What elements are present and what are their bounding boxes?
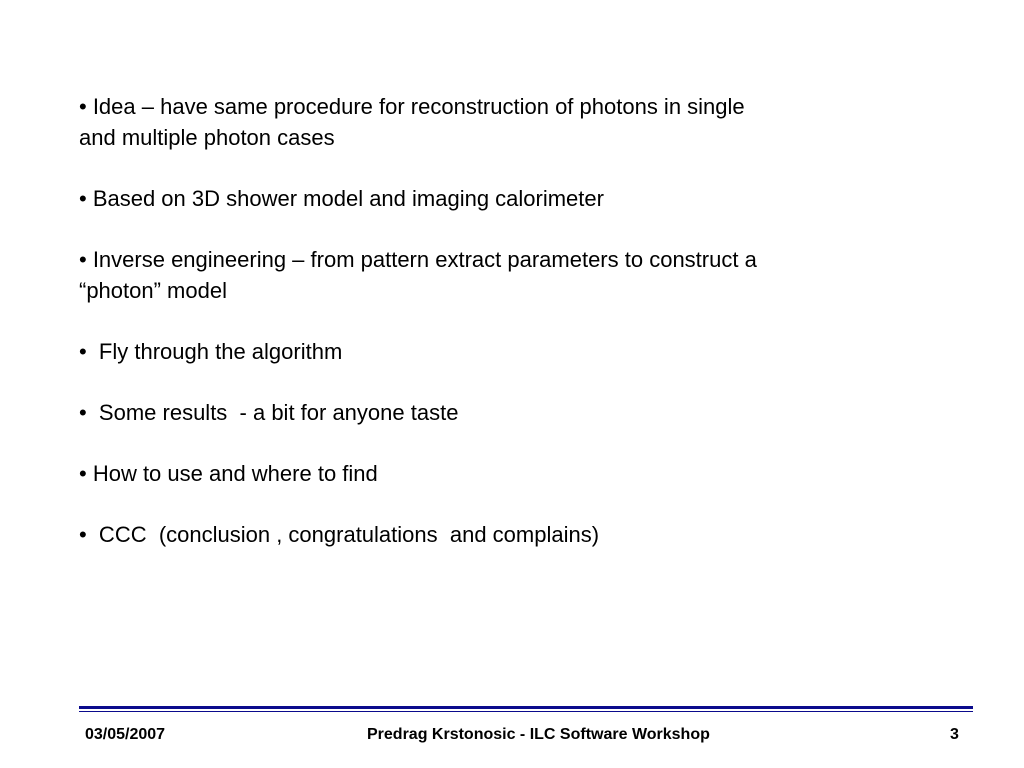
bullet-item-idea: • Idea – have same procedure for reconstruction of photons in single and multiple photon cases <box>79 94 745 150</box>
bullet-item-shower-model: • Based on 3D shower model and imaging calorimeter <box>79 186 604 211</box>
page-number: 3 <box>950 726 959 743</box>
bullet-item-usage: • How to use and where to find <box>79 461 378 486</box>
footer-date: 03/05/2007 <box>85 726 166 743</box>
bullet-item-inverse-engineering: • Inverse engineering – from pattern extract parameters to construct a “photon” model <box>79 247 757 303</box>
bullet-item-results: • Some results - a bit for anyone taste <box>79 400 459 425</box>
footer-divider <box>79 706 973 712</box>
bullet-item-conclusion: • CCC (conclusion , congratulations and complains) <box>79 522 600 547</box>
footer-title: Predrag Krstonosic - ILC Software Workshop <box>367 726 710 743</box>
slide-body <box>79 91 959 580</box>
bullet-item-algorithm: • Fly through the algorithm <box>79 339 343 364</box>
